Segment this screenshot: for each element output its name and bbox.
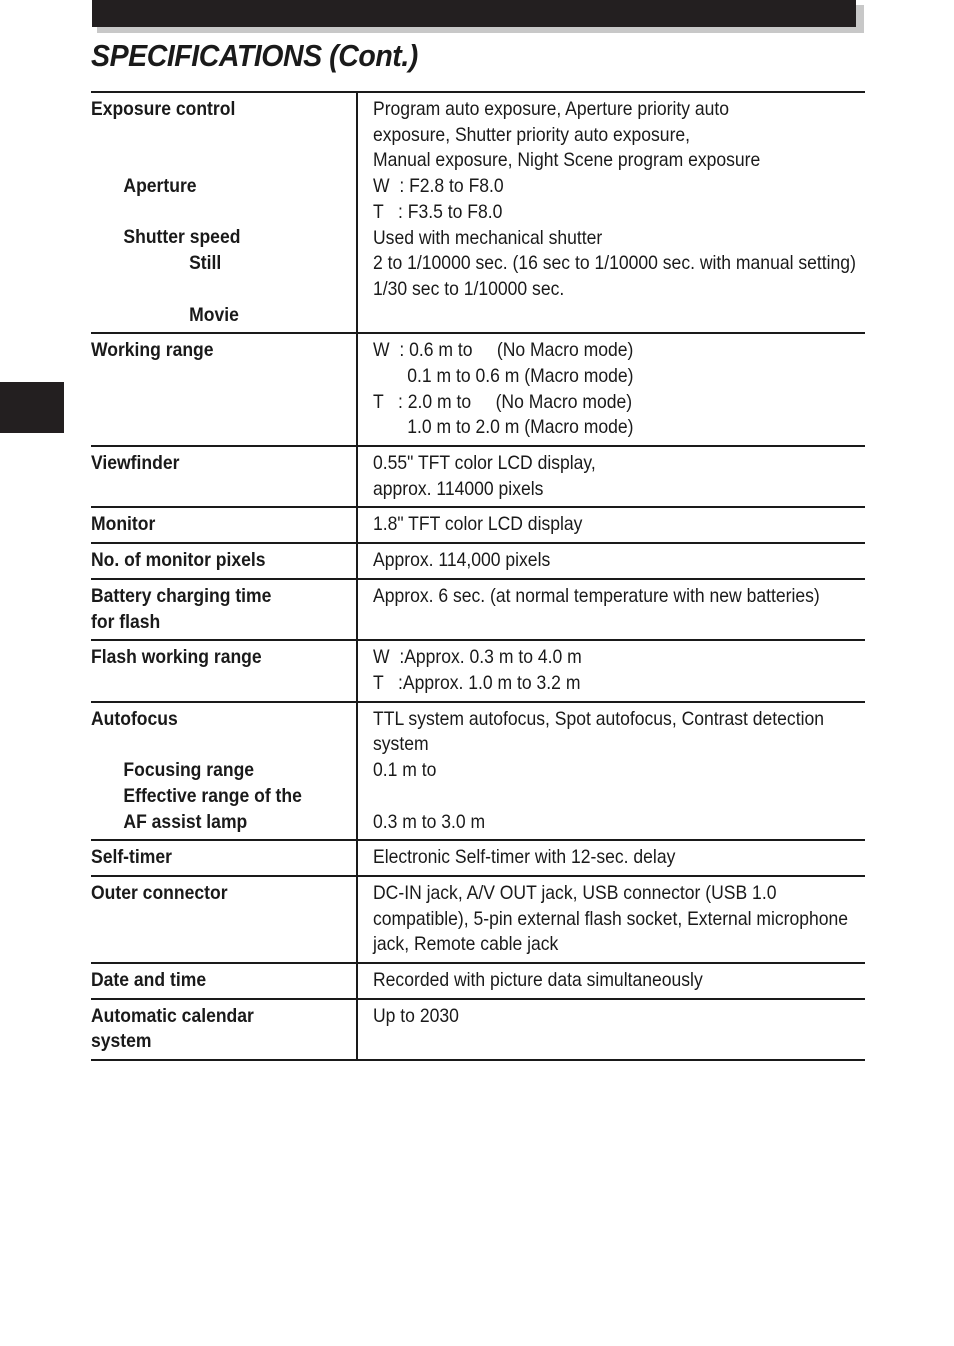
- spec-label-autofocus: Autofocus: [91, 707, 178, 730]
- spec-label-cell: [91, 543, 357, 579]
- spec-label-cell: [91, 579, 357, 640]
- spec-label-aperture: Aperture: [123, 175, 197, 198]
- spec-value-exposure-line-2: exposure, Shutter priority auto exposure,: [373, 123, 691, 146]
- spec-value-cell: [357, 876, 865, 963]
- spec-value-movie: 1/30 sec to 1/10000 sec.: [373, 277, 565, 300]
- spec-value-monitor: 1.8" TFT color LCD display: [373, 513, 583, 536]
- spec-value-shutter-speed: Used with mechanical shutter: [373, 226, 603, 249]
- spec-row-flash-range: [91, 640, 865, 701]
- spec-label-exposure-control: Exposure control: [91, 98, 236, 120]
- spec-value-aperture-wide: W : F2.8 to F8.0: [373, 175, 504, 198]
- header-bar: [92, 0, 856, 27]
- spec-label-shutter-speed: Shutter speed: [123, 226, 241, 249]
- spec-value-focusing-range: 0.1 m to: [373, 759, 437, 782]
- spec-value-cell: [357, 963, 865, 999]
- spec-label-cell: [91, 840, 357, 876]
- spec-label-viewfinder: Viewfinder: [91, 452, 180, 475]
- spec-value-af-lamp: 0.3 m to 3.0 m: [373, 810, 486, 833]
- spec-label-cell: [91, 876, 357, 963]
- spec-value-working-range-line-1: W : 0.6 m to (No Macro mode): [373, 339, 634, 362]
- spec-value-exposure-line-3: Manual exposure, Night Scene program exposure: [373, 149, 761, 172]
- spec-value-battery-charging: Approx. 6 sec. (at normal temperature with new batteries): [373, 584, 820, 607]
- spec-value-cell: [357, 702, 865, 841]
- spec-label-flash-range: Flash working range: [91, 646, 262, 669]
- spec-label-self-timer: Self-timer: [91, 846, 172, 869]
- spec-row-autofocus: [91, 702, 865, 841]
- spec-label-af-lamp-2: AF assist lamp: [123, 810, 248, 833]
- spec-value-cell: [357, 543, 865, 579]
- spec-row-outer-connector: [91, 876, 865, 963]
- spec-value-monitor-pixels: Approx. 114,000 pixels: [373, 549, 551, 572]
- spec-value-exposure-line-1: Program auto exposure, Aperture priority auto: [373, 98, 730, 120]
- spec-value-autofocus: TTL system autofocus, Spot autofocus, Contrast detection system: [373, 707, 825, 756]
- spec-value-cell: [357, 840, 865, 876]
- spec-value-calendar: Up to 2030: [373, 1004, 459, 1027]
- spec-value-still: 2 to 1/10000 sec. (16 sec to 1/10000 sec. with manual setting): [373, 252, 856, 275]
- spec-label-cell: [91, 507, 357, 543]
- spec-label-calendar-1: Automatic calendar: [91, 1004, 254, 1027]
- spec-label-af-lamp-1: Effective range of the: [123, 784, 302, 807]
- spec-row-battery-charging: [91, 579, 865, 640]
- spec-label-still: Still: [189, 252, 222, 275]
- spec-value-viewfinder-line-2: approx. 114000 pixels: [373, 477, 544, 500]
- spec-row-monitor: [91, 507, 865, 543]
- page-title: SPECIFICATIONS (Cont.): [91, 38, 418, 73]
- specifications-table: [91, 91, 865, 1061]
- spec-label-cell: [91, 963, 357, 999]
- spec-value-flash-range-tele: T :Approx. 1.0 m to 3.2 m: [373, 672, 581, 694]
- spec-row-self-timer: [91, 840, 865, 876]
- spec-value-working-range-line-2: 0.1 m to 0.6 m (Macro mode): [407, 364, 634, 387]
- spec-label-cell: [91, 446, 357, 507]
- spec-label-cell: [91, 999, 357, 1060]
- spec-row-viewfinder: [91, 446, 865, 507]
- spec-label-movie: Movie: [189, 303, 239, 326]
- spec-label-date-time: Date and time: [91, 969, 207, 992]
- spec-value-outer-connector: DC-IN jack, A/V OUT jack, USB connector (USB 1.0 compatible), 5-pin external flash socket, External microphone jack, Remote cable jack: [373, 881, 849, 956]
- spec-label-cell: [91, 702, 357, 841]
- spec-row-date-time: [91, 963, 865, 999]
- spec-value-cell: [357, 640, 865, 701]
- spec-value-cell: [357, 999, 865, 1060]
- spec-label-cell: [91, 640, 357, 701]
- spec-value-working-range-line-3: T : 2.0 m to (No Macro mode): [373, 390, 633, 413]
- spec-value-aperture-tele: T : F3.5 to F8.0: [373, 200, 503, 223]
- spec-value-viewfinder-line-1: 0.55" TFT color LCD display,: [373, 452, 596, 475]
- spec-row-working-range: [91, 333, 865, 446]
- spec-label-focusing-range: Focusing range: [123, 759, 255, 782]
- spec-value-date-time: Recorded with picture data simultaneously: [373, 969, 703, 992]
- spec-value-self-timer: Electronic Self-timer with 12-sec. delay: [373, 846, 676, 869]
- spec-value-cell: [357, 92, 865, 333]
- section-tab-marker: [0, 382, 64, 433]
- spec-value-cell: [357, 446, 865, 507]
- spec-value-cell: [357, 507, 865, 543]
- spec-value-cell: [357, 333, 865, 446]
- spec-label-outer-connector: Outer connector: [91, 881, 228, 904]
- spec-label-monitor-pixels: No. of monitor pixels: [91, 549, 266, 572]
- spec-value-cell: [357, 579, 865, 640]
- spec-label-working-range: Working range: [91, 339, 214, 362]
- spec-row-exposure-control: [91, 92, 865, 333]
- spec-label-battery-charging-2: for flash: [91, 610, 161, 633]
- spec-row-calendar: [91, 999, 865, 1060]
- spec-value-flash-range-wide: W :Approx. 0.3 m to 4.0 m: [373, 646, 582, 669]
- spec-label-calendar-2: system: [91, 1030, 152, 1053]
- spec-label-monitor: Monitor: [91, 513, 156, 536]
- spec-label-cell: [91, 92, 357, 333]
- spec-value-working-range-line-4: 1.0 m to 2.0 m (Macro mode): [407, 416, 634, 439]
- spec-row-monitor-pixels: [91, 543, 865, 579]
- spec-label-battery-charging-1: Battery charging time: [91, 584, 272, 607]
- spec-label-cell: [91, 333, 357, 446]
